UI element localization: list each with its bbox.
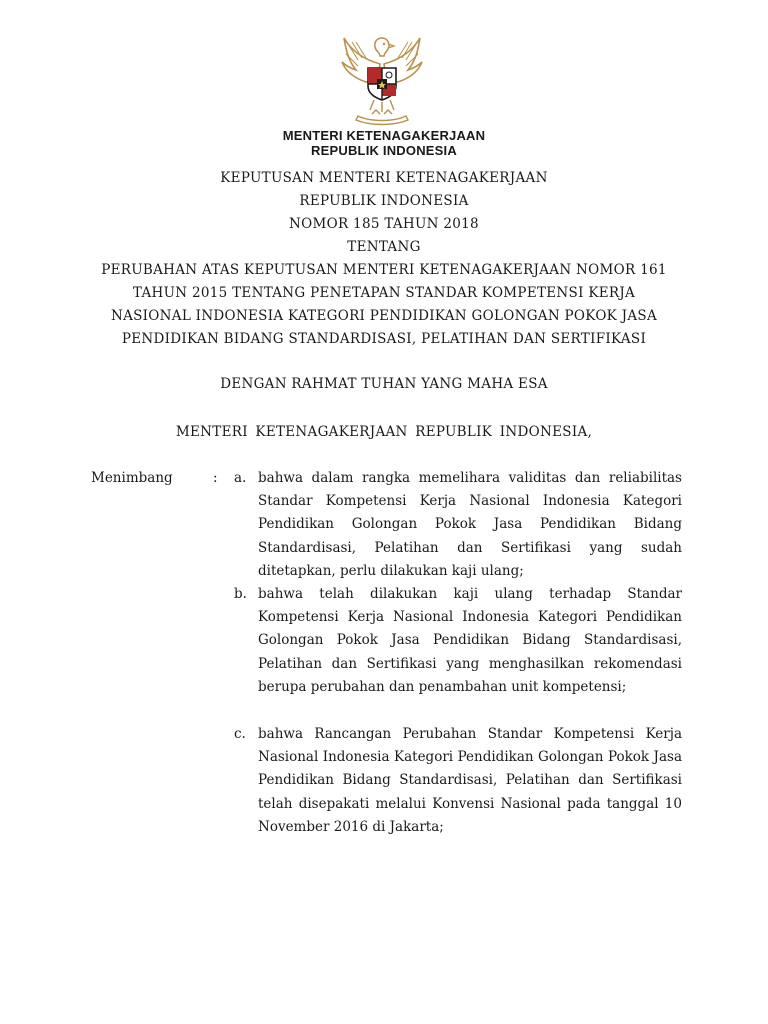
- decree-title: KEPUTUSAN MENTERI KETENAGAKERJAAN: [220, 170, 548, 186]
- invocation: DENGAN RAHMAT TUHAN YANG MAHA ESA: [220, 376, 548, 392]
- considerations-label: Menimbang: [91, 470, 173, 486]
- decree-subject-line: PERUBAHAN ATAS KEPUTUSAN MENTERI KETENAGAKERJAAN NOMOR 161: [101, 262, 667, 278]
- decree-number: NOMOR 185 TAHUN 2018: [289, 216, 479, 232]
- decree-subject-line: TAHUN 2015 TENTANG PENETAPAN STANDAR KOMPETENSI KERJA: [132, 285, 636, 301]
- consideration-text: bahwa dalam rangka memelihara validitas dan reliabilitas Standar Kompetensi Kerja Nasional Indonesia Kategori Pendidikan Golongan Pokok Jasa Pendidikan Bidang Standardisasi, Pelatihan dan Sertifikasi yang sudah ditetapkan, perlu dilakukan kaji ulang;: [258, 470, 682, 579]
- decree-republic: REPUBLIK INDONESIA: [299, 193, 469, 209]
- consideration-letter: b.: [234, 586, 247, 602]
- decree-about: TENTANG: [347, 239, 421, 255]
- garuda-pancasila-emblem-icon: [336, 30, 428, 126]
- republic-title: REPUBLIK INDONESIA: [311, 143, 457, 158]
- consideration-letter: c.: [234, 726, 246, 742]
- consideration-text: bahwa Rancangan Perubahan Standar Kompetensi Kerja Nasional Indonesia Kategori Pendidikan Golongan Pokok Jasa Pendidikan Bidang Standardisasi, Pelatihan dan Sertifikasi telah disepakati melalui Konvensi Nasional pada tanggal 10 November 2016 di Jakarta;: [258, 726, 682, 835]
- authority-line: MENTERI KETENAGAKERJAAN REPUBLIK INDONESIA,: [175, 424, 593, 440]
- decree-subject-line: PENDIDIKAN BIDANG STANDARDISASI, PELATIHAN DAN SERTIFIKASI: [121, 331, 647, 347]
- decree-subject-line: NASIONAL INDONESIA KATEGORI PENDIDIKAN GOLONGAN POKOK JASA: [110, 308, 658, 324]
- minister-title: MENTERI KETENAGAKERJAAN: [282, 128, 486, 143]
- consideration-letter: a.: [234, 470, 247, 486]
- considerations-colon: :: [213, 470, 218, 486]
- consideration-text: bahwa telah dilakukan kaji ulang terhadap Standar Kompetensi Kerja Nasional Indonesia Kategori Pendidikan Golongan Pokok Jasa Pendidikan Bidang Standardisasi, Pelatihan dan Sertifikasi yang menghasilkan rekomendasi berupa perubahan dan penambahan unit kompetensi;: [258, 586, 682, 695]
